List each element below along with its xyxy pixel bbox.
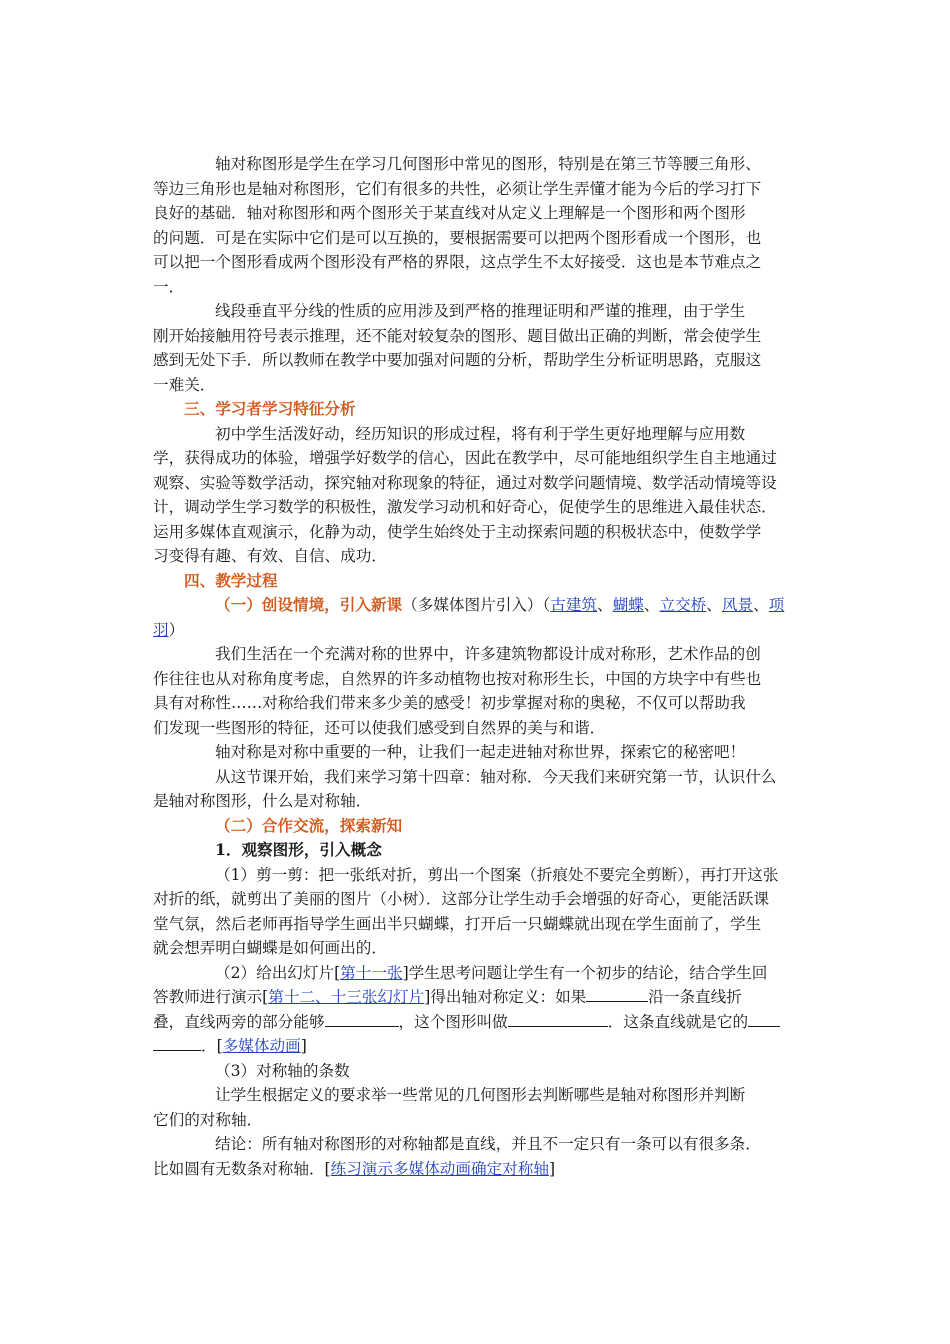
p3-line-6: 习变得有趣、有效、自信、成功． [153,547,387,565]
link-multimedia-animation[interactable]: 多媒体动画 [222,1037,301,1055]
fill-blank-2[interactable] [325,1012,399,1027]
section-heading-4: 四、教学过程 [184,570,278,590]
link-xiangyu-start[interactable]: 项 [768,596,785,614]
bracket: ] [300,1037,307,1055]
link-xiangyu-end[interactable]: 羽 [153,620,169,639]
p9-line-3 [153,1010,797,1035]
p11-line-2 [153,1157,797,1182]
p8-line-1: （1）剪一剪：把一张纸对折，剪出一个图案（折痕处不要完全剪断），再打开这张 [215,865,779,884]
p3-line-4: 计，调动学生学习数学的积极性，激发学习动机和好奇心，促使学生的思维进入最佳状态． [153,498,777,516]
p9-line-4 [153,1034,797,1059]
p9-text: 得出轴对称定义：如果 [430,988,587,1006]
p9-text: 答教师进行演示 [153,988,263,1006]
document-page [153,152,797,1181]
p9-text: 叠，直线两旁的部分能够 [153,1012,325,1031]
separator: 、 [597,596,613,614]
close-paren: ） [168,620,185,639]
link-overpass[interactable]: 立交桥 [659,596,707,614]
link-practice-axis-animation[interactable]: 练习演示多媒体动画确定对称轴 [330,1159,549,1178]
subsection-1-title: （一）创设情境，引入新课 [215,595,403,614]
p10-line-2: 它们的对称轴． [153,1110,263,1129]
p5-line-2: 作往往也从对称角度考虑，自然界的许多动植物也按对称形生长，中国的方块字中有些也 [153,669,762,688]
p9-text: （2）给出幻灯片 [215,963,335,982]
separator: 、 [753,596,769,614]
subsection-2-title: （二）合作交流，探索新知 [215,815,403,835]
link-scenery[interactable]: 风景 [721,596,754,614]
p1-line-5: 可以把一个图形看成两个图形没有严格的界限，这点学生不太好接受．这也是本节难点之 [153,253,762,271]
p3-line-1: 初中学生活泼好动，经历知识的形成过程，将有利于学生更好地理解与应用数 [215,424,746,443]
bracket: [ [216,1037,223,1055]
p9-line-1 [153,961,797,986]
p1-line-2: 等边三角形也是轴对称图形，它们有很多的共性，必须让学生弄懂才能为今后的学习打下 [153,179,762,198]
link-slides-12-13[interactable]: 第十二、十三张幻灯片 [268,988,425,1006]
p2-line-1: 线段垂直平分线的性质的应用涉及到严格的推理证明和严谨的推理，由于学生 [215,302,746,320]
p5-line-4: 们发现一些图形的特征，还可以使我们感受到自然界的美与和谐． [153,718,606,737]
p11-text: 比如圆有无数条对称轴． [153,1159,325,1178]
bracket: [ [334,963,341,982]
p1-line-3: 良好的基础．轴对称图形和两个图形关于某直线对从定义上理解是一个图形和两个图形 [153,204,746,222]
p2-line-2: 刚开始接触用符号表示推理，还不能对较复杂的图形、题目做出正确的判断，常会使学生 [153,326,762,345]
numbered-heading-3: （3）对称轴的条数 [215,1061,350,1080]
subsection-1-paren: （多媒体图片引入）（ [402,596,551,614]
bracket: [ [262,988,269,1006]
p1-line-4: 的问题．可是在实际中它们是可以互换的，要根据需要可以把两个图形看成一个图形，也 [153,228,762,247]
p5-line-3: 具有对称性……对称给我们带来多少美的感受！初步掌握对称的奥秘，不仅可以帮助我 [153,694,746,712]
bracket: ] [402,963,409,982]
p9-line-2 [153,985,797,1010]
p3-line-2: 学，获得成功的体验，增强学好数学的信心，因此在教学中，尽可能地组织学生自主地通过 [153,449,777,467]
p1-line-6: 一． [153,277,185,296]
p8-line-4: 就会想弄明白蝴蝶是如何画出的． [153,939,387,957]
p11-line-1: 结论：所有轴对称图形的对称轴都是直线，并且不一定只有一条可以有很多条． [215,1135,761,1153]
p10-line-1: 让学生根据定义的要求举一些常见的几何图形去判断哪些是轴对称图形并判断 [215,1086,746,1104]
subsection-1-line [153,593,797,618]
p9-text: ．这条直线就是它的 [607,1012,749,1031]
section-heading-3: 三、学习者学习特征分析 [184,399,356,418]
p7-line-2: 是轴对称图形，什么是对称轴． [153,792,372,810]
p7-line-1: 从这节课开始，我们来学习第十四章：轴对称．今天我们来研究第一节，认识什么 [215,767,777,786]
numbered-heading-1: 1．观察图形，引入概念 [215,840,382,859]
link-slide-11[interactable]: 第十一张 [340,963,403,982]
fill-blank-3[interactable] [508,1012,608,1027]
separator: 、 [706,596,722,614]
p8-line-3: 堂气氛，然后老师再指导学生画出半只蝴蝶，打开后一只蝴蝶就出现在学生面前了，学生 [153,914,762,933]
p9-text: ，这个图形叫做 [398,1012,508,1031]
bracket: ] [424,988,431,1006]
fill-blank-4[interactable] [748,1012,780,1027]
link-butterfly[interactable]: 蝴蝶 [612,596,644,614]
bracket: ] [548,1159,556,1178]
p6-line-1: 轴对称是对称中重要的一种，让我们一起走进轴对称世界，探索它的秘密吧！ [215,743,746,761]
subsection-1-line-2 [153,618,797,643]
separator: 、 [643,596,660,614]
p2-line-3: 感到无处下手．所以教师在教学中要加强对问题的分析，帮助学生分析证明思路，克服这 [153,351,762,369]
p8-line-2: 对折的纸，就剪出了美丽的图片（小树）．这部分让学生动手会增强的好奇心，更能活跃课 [153,890,769,908]
p1-line-1: 轴对称图形是学生在学习几何图形中常见的图形，特别是在第三节等腰三角形、 [215,155,761,173]
fill-blank-4-cont[interactable] [153,1036,201,1051]
p5-line-1: 我们生活在一个充满对称的世界中，许多建筑物都设计成对称形，艺术作品的创 [215,645,761,663]
link-ancient-architecture[interactable]: 古建筑 [550,596,598,614]
bracket: [ [324,1159,331,1178]
p9-text: ． [201,1037,217,1055]
p3-line-3: 观察、实验等数学活动，探究轴对称现象的特征，通过对数学问题情境、数学活动情境等设 [153,473,777,492]
p9-text: 沿一条直线折 [648,988,742,1006]
p9-text: 学生思考问题让学生有一个初步的结论，结合学生回 [408,963,768,982]
p3-line-5: 运用多媒体直观演示，化静为动，使学生始终处于主动探索问题的积极状态中，使数学学 [153,522,762,541]
fill-blank-1[interactable] [586,987,648,1002]
p2-line-4: 一难关． [153,375,216,394]
